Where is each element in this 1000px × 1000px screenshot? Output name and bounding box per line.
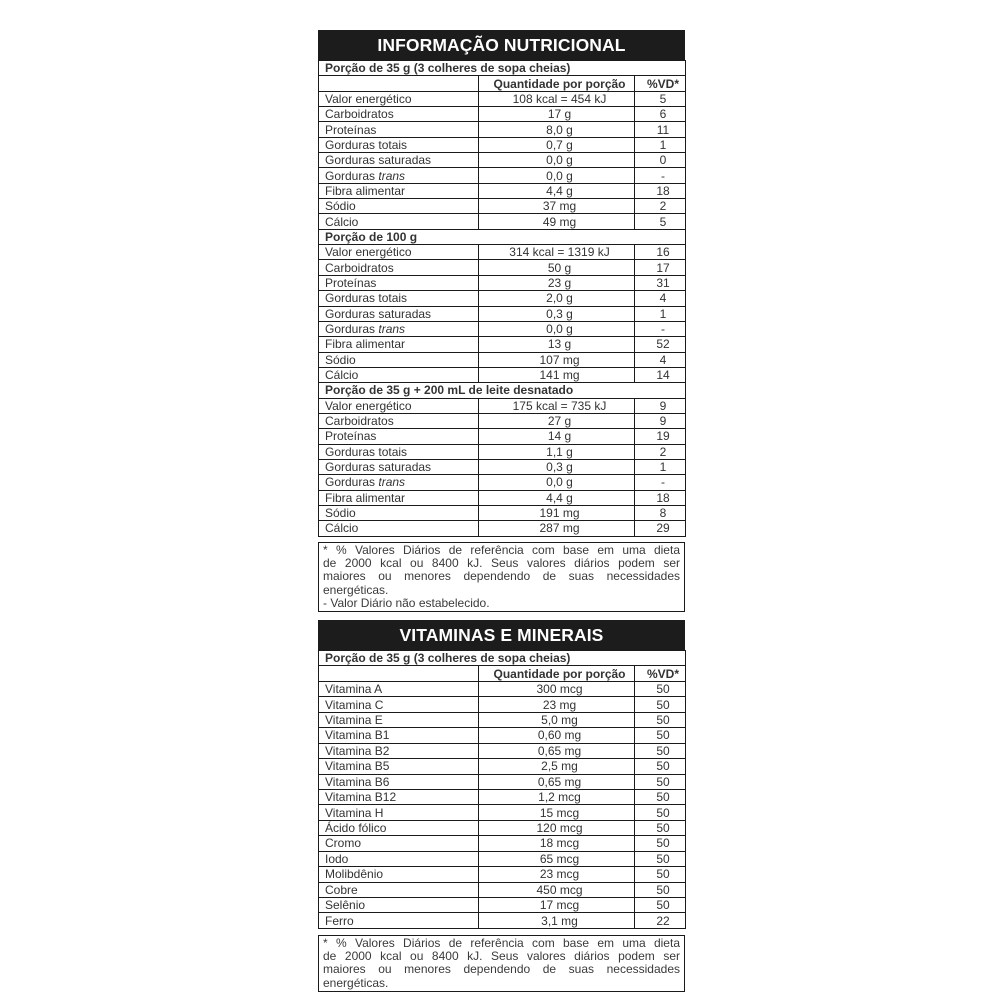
nutrient-daily-value: 2 [635, 444, 686, 459]
vitamin-daily-value: 50 [635, 882, 686, 897]
nutrient-name: Fibra alimentar [319, 490, 479, 505]
nutrient-daily-value: 31 [635, 275, 686, 290]
nutrition-title: INFORMAÇÃO NUTRICIONAL [377, 35, 626, 55]
vitamin-name: Vitamina B5 [319, 759, 479, 774]
nutrient-name [319, 321, 479, 336]
nutrient-row [319, 245, 686, 260]
nutrient-amount: 17 g [479, 107, 635, 122]
vitamins-table [318, 650, 686, 929]
nutrient-name-italic: trans [378, 475, 406, 490]
column-header-daily-value: %VD* [635, 76, 686, 91]
nutrient-amount: 1,1 g [479, 444, 635, 459]
nutrient-daily-value: 11 [635, 122, 686, 137]
vitamin-name: Molibdênio [319, 867, 479, 882]
vitamin-amount: 65 mcg [479, 851, 635, 866]
nutrient-amount: 108 kcal = 454 kJ [479, 91, 635, 106]
vitamins-footnote [318, 935, 685, 992]
nutrient-name-text: Gorduras [325, 475, 376, 490]
nutrient-daily-value: 18 [635, 490, 686, 505]
nutrient-daily-value: 29 [635, 521, 686, 536]
nutrient-name: Gorduras totais [319, 137, 479, 152]
nutrient-amount: 4,4 g [479, 490, 635, 505]
nutrient-daily-value: 5 [635, 214, 686, 229]
nutrient-name: Sódio [319, 352, 479, 367]
vitamin-row [319, 882, 686, 897]
portion-label: Porção de 35 g (3 colheres de sopa cheias) [319, 651, 686, 666]
nutrient-amount: 23 g [479, 275, 635, 290]
nutrient-row [319, 153, 686, 168]
nutrient-amount: 0,0 g [479, 168, 635, 183]
nutrient-amount: 0,0 g [479, 321, 635, 336]
nutrient-daily-value: - [635, 475, 686, 490]
nutrient-amount: 314 kcal = 1319 kJ [479, 245, 635, 260]
nutrition-title-bar [318, 30, 685, 60]
vitamin-name: Ácido fólico [319, 820, 479, 835]
nutrient-row [319, 275, 686, 290]
vitamin-amount: 15 mcg [479, 805, 635, 820]
vitamin-name: Vitamina E [319, 712, 479, 727]
nutrient-amount: 175 kcal = 735 kJ [479, 398, 635, 413]
nutrient-daily-value: 4 [635, 352, 686, 367]
vitamin-amount: 0,65 mg [479, 774, 635, 789]
vitamin-name: Vitamina B12 [319, 789, 479, 804]
vitamin-row [319, 867, 686, 882]
nutrient-name: Gorduras saturadas [319, 459, 479, 474]
nutrient-amount: 27 g [479, 413, 635, 428]
vitamin-daily-value: 50 [635, 681, 686, 696]
vitamin-row [319, 898, 686, 913]
nutrient-name: Proteínas [319, 275, 479, 290]
nutrient-daily-value: 6 [635, 107, 686, 122]
nutrient-row [319, 122, 686, 137]
vitamin-amount: 2,5 mg [479, 759, 635, 774]
portion-row [319, 229, 686, 244]
footnote-line: de 2000 kcal ou 8400 kJ. Seus valores diários podem ser [323, 556, 680, 571]
vitamin-name: Ferro [319, 913, 479, 928]
nutrient-amount: 0,0 g [479, 475, 635, 490]
nutrient-amount: 0,3 g [479, 459, 635, 474]
nutrient-name-text: Gorduras [325, 168, 376, 183]
vitamin-daily-value: 22 [635, 913, 686, 928]
vitamin-amount: 5,0 mg [479, 712, 635, 727]
nutrient-name: Gorduras saturadas [319, 306, 479, 321]
vitamin-amount: 300 mcg [479, 681, 635, 696]
vitamin-name: Vitamina A [319, 681, 479, 696]
nutrient-name: Cálcio [319, 367, 479, 382]
vitamin-name: Iodo [319, 851, 479, 866]
nutrient-amount: 13 g [479, 337, 635, 352]
nutrient-row [319, 337, 686, 352]
nutrient-amount: 37 mg [479, 199, 635, 214]
vitamin-amount: 0,65 mg [479, 743, 635, 758]
nutrient-name: Gorduras totais [319, 291, 479, 306]
vitamin-row [319, 851, 686, 866]
footnote-line: * % Valores Diários de referência com base em uma dieta [323, 936, 680, 950]
vitamins-title: VITAMINAS E MINERAIS [399, 625, 604, 645]
footnote-line: energéticas. [323, 975, 389, 990]
nutrient-row [319, 367, 686, 382]
nutrient-amount: 14 g [479, 429, 635, 444]
nutrient-amount: 191 mg [479, 505, 635, 520]
nutrient-name: Valor energético [319, 245, 479, 260]
nutrition-table [318, 60, 686, 537]
nutrient-daily-value: 52 [635, 337, 686, 352]
nutrient-name: Gorduras totais [319, 444, 479, 459]
vitamin-daily-value: 50 [635, 867, 686, 882]
column-header-row [319, 666, 686, 681]
vitamin-name: Selênio [319, 898, 479, 913]
footnote-line: maiores ou menores dependendo de suas necessidades [323, 569, 680, 584]
vitamin-daily-value: 50 [635, 697, 686, 712]
vitamin-amount: 1,2 mcg [479, 789, 635, 804]
vitamin-daily-value: 50 [635, 743, 686, 758]
footnote-line: de 2000 kcal ou 8400 kJ. Seus valores diários podem ser [323, 949, 680, 964]
nutrient-name [319, 475, 479, 490]
nutrient-name: Proteínas [319, 122, 479, 137]
nutrient-row [319, 168, 686, 183]
vitamin-row [319, 805, 686, 820]
nutrient-row [319, 352, 686, 367]
nutrient-name: Gorduras saturadas [319, 153, 479, 168]
nutrient-name: Sódio [319, 505, 479, 520]
vitamin-row [319, 759, 686, 774]
vitamin-row [319, 913, 686, 928]
vitamin-row [319, 728, 686, 743]
nutrient-name-text: Gorduras [325, 322, 376, 337]
footnote-line: energéticas. [323, 582, 389, 597]
nutrient-name: Sódio [319, 199, 479, 214]
vitamin-row [319, 789, 686, 804]
nutrient-name: Carboidratos [319, 107, 479, 122]
nutrient-row [319, 521, 686, 536]
nutrient-row [319, 459, 686, 474]
nutrient-amount: 141 mg [479, 367, 635, 382]
vitamin-amount: 450 mcg [479, 882, 635, 897]
nutrient-daily-value: 5 [635, 91, 686, 106]
footnote-line: - Valor Diário não estabelecido. [323, 595, 490, 610]
nutrient-row [319, 214, 686, 229]
nutrient-row [319, 398, 686, 413]
column-header-blank [319, 666, 479, 681]
vitamin-row [319, 774, 686, 789]
nutrient-row [319, 475, 686, 490]
nutrient-daily-value: 2 [635, 199, 686, 214]
nutrient-amount: 8,0 g [479, 122, 635, 137]
nutrient-daily-value: - [635, 321, 686, 336]
nutrient-name-italic: trans [378, 168, 406, 183]
vitamin-name: Vitamina B2 [319, 743, 479, 758]
nutrient-name-italic: trans [378, 322, 406, 337]
nutrient-name: Fibra alimentar [319, 183, 479, 198]
vitamin-row [319, 681, 686, 696]
vitamin-daily-value: 50 [635, 789, 686, 804]
nutrient-name: Cálcio [319, 214, 479, 229]
nutrient-name: Fibra alimentar [319, 337, 479, 352]
nutrient-row [319, 107, 686, 122]
vitamin-name: Vitamina H [319, 805, 479, 820]
vitamin-name: Cromo [319, 836, 479, 851]
nutrient-name: Cálcio [319, 521, 479, 536]
nutrient-row [319, 137, 686, 152]
nutrient-daily-value: 4 [635, 291, 686, 306]
vitamin-amount: 0,60 mg [479, 728, 635, 743]
nutrient-row [319, 183, 686, 198]
portion-label: Porção de 100 g [319, 229, 686, 244]
vitamin-name: Cobre [319, 882, 479, 897]
nutrient-daily-value: 9 [635, 413, 686, 428]
nutrient-row [319, 260, 686, 275]
nutrient-name: Valor energético [319, 91, 479, 106]
nutrient-daily-value: 0 [635, 153, 686, 168]
nutrient-amount: 2,0 g [479, 291, 635, 306]
nutrient-daily-value: 1 [635, 137, 686, 152]
nutrient-daily-value: 1 [635, 306, 686, 321]
nutrient-amount: 0,3 g [479, 306, 635, 321]
column-header-quantity: Quantidade por porção [479, 76, 635, 91]
vitamin-amount: 3,1 mg [479, 913, 635, 928]
vitamin-daily-value: 50 [635, 851, 686, 866]
nutrient-row [319, 199, 686, 214]
portion-row [319, 651, 686, 666]
vitamins-table-body [319, 651, 686, 929]
nutrient-name: Carboidratos [319, 413, 479, 428]
portion-row [319, 61, 686, 76]
nutrient-daily-value: 8 [635, 505, 686, 520]
vitamin-row [319, 743, 686, 758]
vitamins-title-bar [318, 620, 685, 650]
vitamin-amount: 18 mcg [479, 836, 635, 851]
vitamin-row [319, 697, 686, 712]
vitamin-daily-value: 50 [635, 728, 686, 743]
nutrient-row [319, 306, 686, 321]
nutrient-daily-value: 9 [635, 398, 686, 413]
vitamin-daily-value: 50 [635, 820, 686, 835]
portion-label: Porção de 35 g (3 colheres de sopa cheias) [319, 61, 686, 76]
vitamin-amount: 17 mcg [479, 898, 635, 913]
nutrient-daily-value: - [635, 168, 686, 183]
nutrient-amount: 0,0 g [479, 153, 635, 168]
nutrient-row [319, 291, 686, 306]
vitamin-row [319, 712, 686, 727]
nutrient-amount: 49 mg [479, 214, 635, 229]
portion-label: Porção de 35 g + 200 mL de leite desnatado [319, 383, 686, 398]
portion-row [319, 383, 686, 398]
vitamin-daily-value: 50 [635, 759, 686, 774]
nutrient-amount: 0,7 g [479, 137, 635, 152]
vitamin-row [319, 836, 686, 851]
column-header-daily-value: %VD* [635, 666, 686, 681]
vitamin-name: Vitamina B1 [319, 728, 479, 743]
vitamin-amount: 23 mcg [479, 867, 635, 882]
vitamin-daily-value: 50 [635, 712, 686, 727]
column-header-blank [319, 76, 479, 91]
nutrient-daily-value: 1 [635, 459, 686, 474]
vitamin-daily-value: 50 [635, 774, 686, 789]
nutrient-row [319, 413, 686, 428]
vitamin-name: Vitamina C [319, 697, 479, 712]
nutrient-daily-value: 16 [635, 245, 686, 260]
footnote-line: maiores ou menores dependendo de suas necessidades [323, 962, 680, 977]
nutrient-amount: 107 mg [479, 352, 635, 367]
vitamin-amount: 23 mg [479, 697, 635, 712]
nutrient-name: Proteínas [319, 429, 479, 444]
vitamin-row [319, 820, 686, 835]
nutrient-daily-value: 14 [635, 367, 686, 382]
nutrient-row [319, 429, 686, 444]
nutrient-row [319, 490, 686, 505]
nutrient-daily-value: 17 [635, 260, 686, 275]
column-header-quantity: Quantidade por porção [479, 666, 635, 681]
nutrient-daily-value: 18 [635, 183, 686, 198]
vitamin-name: Vitamina B6 [319, 774, 479, 789]
nutrient-daily-value: 19 [635, 429, 686, 444]
column-header-row [319, 76, 686, 91]
nutrient-name: Carboidratos [319, 260, 479, 275]
vitamin-amount: 120 mcg [479, 820, 635, 835]
nutrient-row [319, 321, 686, 336]
nutrient-amount: 50 g [479, 260, 635, 275]
nutrition-footnote [318, 542, 685, 612]
vitamin-daily-value: 50 [635, 898, 686, 913]
nutrient-amount: 287 mg [479, 521, 635, 536]
nutrient-amount: 4,4 g [479, 183, 635, 198]
nutrient-name: Valor energético [319, 398, 479, 413]
nutrient-row [319, 505, 686, 520]
nutrition-table-body [319, 61, 686, 537]
footnote-line: * % Valores Diários de referência com base em uma dieta [323, 543, 680, 557]
nutrient-row [319, 91, 686, 106]
nutrient-row [319, 444, 686, 459]
nutrient-name [319, 168, 479, 183]
vitamin-daily-value: 50 [635, 836, 686, 851]
vitamin-daily-value: 50 [635, 805, 686, 820]
